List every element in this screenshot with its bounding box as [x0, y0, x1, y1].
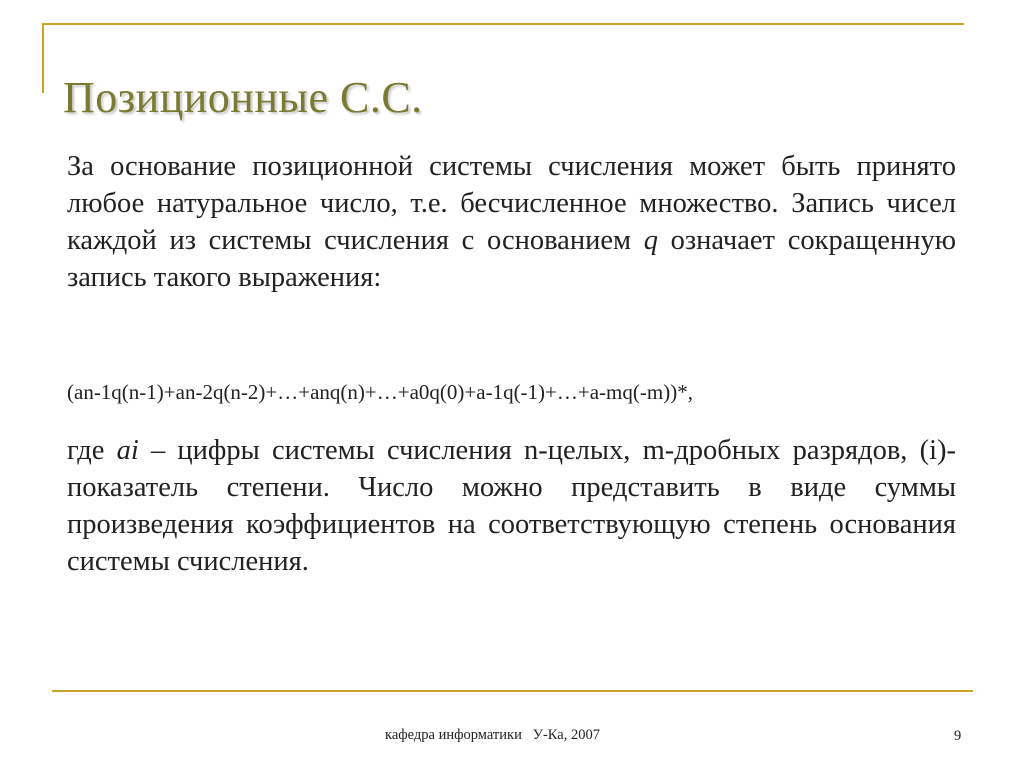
positional-formula: (an-1q(n-1)+an-2q(n-2)+…+anq(n)+…+a0q(0)+a-1q(-1)+…+a-mq(-m))*, [67, 380, 693, 404]
bottom-rule [52, 690, 973, 692]
page-number: 9 [954, 728, 962, 744]
left-rule [42, 23, 44, 93]
variable-ai: ai [116, 435, 139, 466]
paragraph2-text-b: – цифры системы счисления n-целых, m-дробных разрядов, (i)-показатель степени. Число можно представить в виде суммы произведения коэффициентов на соответствующую степень основания системы счисления. [67, 435, 957, 577]
paragraph1-text-b: означает сокращенную запись такого выражения: [67, 225, 956, 293]
paragraph1-text-a: За основание позиционной системы счисления может быть принято любое натуральное число, т.е. бесчисленное множество. Запись чисел каждой из системы счисления с основанием [67, 151, 956, 256]
paragraph-base-definition [67, 148, 956, 296]
paragraph2-text-a: где [67, 435, 117, 466]
slide-title: Позиционные С.С. [63, 73, 423, 122]
footer-text: кафедра информатики У-Ка, 2007 [385, 727, 600, 743]
paragraph-digits-description [67, 432, 956, 580]
top-rule [42, 23, 964, 25]
variable-q: q [643, 225, 658, 256]
